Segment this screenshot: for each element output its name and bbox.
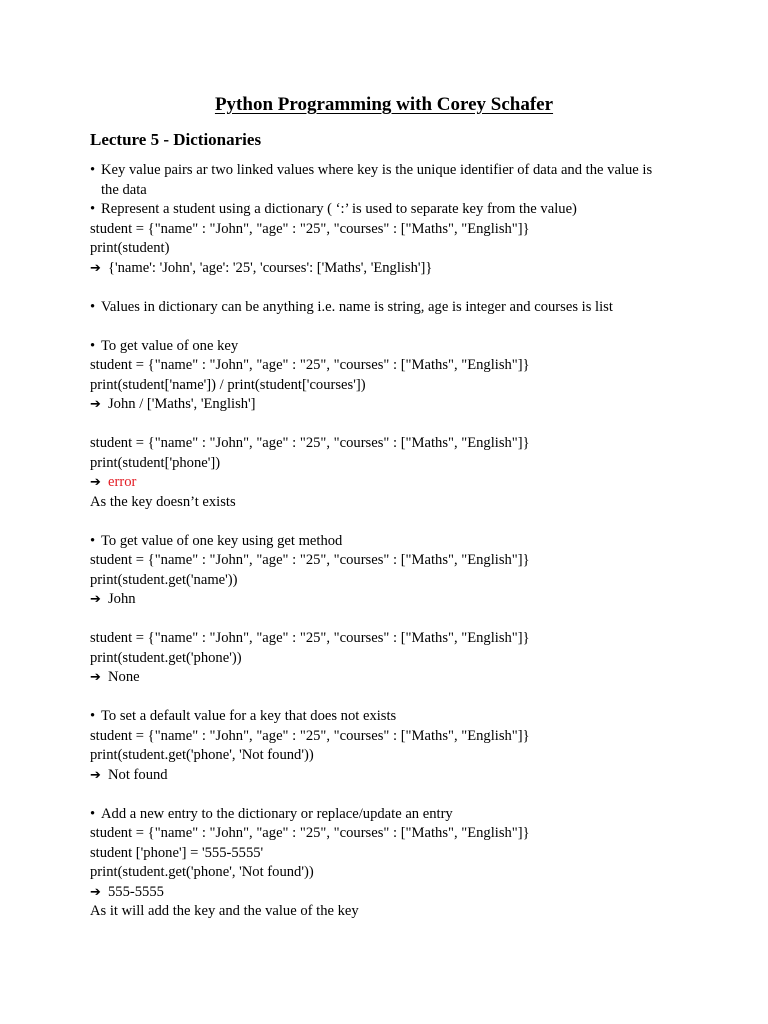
- code-line: student = {"name" : "John", "age" : "25", "courses" : ["Maths", "English"]}: [90, 552, 530, 568]
- code-line: As it will add the key and the value of the key: [90, 903, 359, 919]
- output-text: Not found: [108, 766, 168, 783]
- right-arrow-icon: ➔: [90, 260, 101, 276]
- bullet-text: Values in dictionary can be anything i.e. name is string, age is integer and courses is list: [101, 298, 613, 315]
- code-line: student = {"name" : "John", "age" : "25", "courses" : ["Maths", "English"]}: [90, 825, 530, 841]
- bullet-text: Represent a student using a dictionary ( ‘:’ is used to separate key from the value): [101, 201, 577, 217]
- right-arrow-icon: ➔: [90, 592, 101, 607]
- page-title: Python Programming with Corey Schafer: [214, 94, 554, 115]
- blank-line: [90, 785, 690, 805]
- code-line: print(student.get('phone', 'Not found')): [90, 864, 314, 880]
- bullet-line: [90, 337, 690, 357]
- output-text: John / ['Maths', 'English']: [108, 396, 256, 412]
- bullet-icon: •: [90, 337, 96, 354]
- code-line: print(student): [90, 240, 170, 256]
- bullet-line: [90, 532, 690, 552]
- blank-line: [90, 317, 690, 337]
- output-line: [90, 883, 690, 903]
- code-line: student = {"name" : "John", "age" : "25", "courses" : ["Maths", "English"]}: [90, 630, 530, 646]
- bullet-icon: •: [90, 201, 96, 217]
- output-line: [90, 590, 690, 610]
- code-line: student = {"name" : "John", "age" : "25", "courses" : ["Maths", "English"]}: [90, 435, 530, 451]
- output-text: 555-5555: [108, 883, 164, 900]
- bullet-line: [90, 161, 690, 181]
- bullet-text: To get value of one key: [101, 337, 239, 354]
- right-arrow-icon: ➔: [90, 397, 101, 412]
- bullet-text: Key value pairs ar two linked values where key is the unique identifier of data and the value is: [101, 162, 653, 178]
- bullet-icon: •: [90, 162, 96, 178]
- code-line: student = {"name" : "John", "age" : "25", "courses" : ["Maths", "English"]}: [90, 357, 530, 373]
- code-line: student ['phone'] = '555-5555': [90, 844, 264, 861]
- bullet-icon: •: [90, 805, 96, 822]
- blank-line: [90, 610, 690, 630]
- bullet-text: To get value of one key using get method: [101, 532, 343, 549]
- code-line: print(student['name']) / print(student['courses']): [90, 376, 366, 393]
- bullet-continuation: the data: [101, 181, 147, 198]
- right-arrow-icon: ➔: [90, 670, 101, 685]
- output-text: None: [108, 669, 140, 685]
- code-line: print(student.get('name')): [90, 571, 238, 588]
- bullet-line: [90, 805, 690, 825]
- right-arrow-icon: ➔: [90, 767, 101, 783]
- code-line: print(student['phone']): [90, 454, 221, 471]
- bullet-line: [90, 707, 690, 727]
- bullet-icon: •: [90, 298, 96, 315]
- bullet-text: To set a default value for a key that does not exists: [101, 708, 397, 724]
- blank-line: [90, 415, 690, 435]
- document-body: [90, 161, 690, 922]
- bullet-icon: •: [90, 708, 96, 724]
- output-line: [90, 766, 690, 786]
- blank-line: [90, 278, 690, 298]
- code-line: As the key doesn’t exists: [90, 493, 236, 510]
- output-line: [90, 668, 690, 688]
- output-line: [90, 259, 690, 279]
- lecture-heading: Lecture 5 - Dictionaries: [90, 130, 262, 149]
- output-line: [90, 395, 690, 415]
- right-arrow-icon: ➔: [90, 884, 101, 900]
- bullet-text: Add a new entry to the dictionary or replace/update an entry: [101, 805, 453, 822]
- bullet-icon: •: [90, 532, 96, 549]
- blank-line: [90, 688, 690, 708]
- bullet-line: [90, 298, 690, 318]
- bullet-line: [90, 200, 690, 220]
- code-line: student = {"name" : "John", "age" : "25", "courses" : ["Maths", "English"]}: [90, 727, 530, 744]
- output-text: John: [108, 591, 136, 607]
- code-line: print(student.get('phone')): [90, 649, 242, 666]
- error-text: error: [108, 474, 137, 490]
- output-text: {'name': 'John', 'age': '25', 'courses': ['Maths', 'English']}: [108, 259, 433, 276]
- output-line: [90, 473, 690, 493]
- blank-line: [90, 512, 690, 532]
- code-line: print(student.get('phone', 'Not found')): [90, 747, 314, 763]
- right-arrow-icon: ➔: [90, 475, 101, 490]
- code-line: student = {"name" : "John", "age" : "25", "courses" : ["Maths", "English"]}: [90, 220, 530, 237]
